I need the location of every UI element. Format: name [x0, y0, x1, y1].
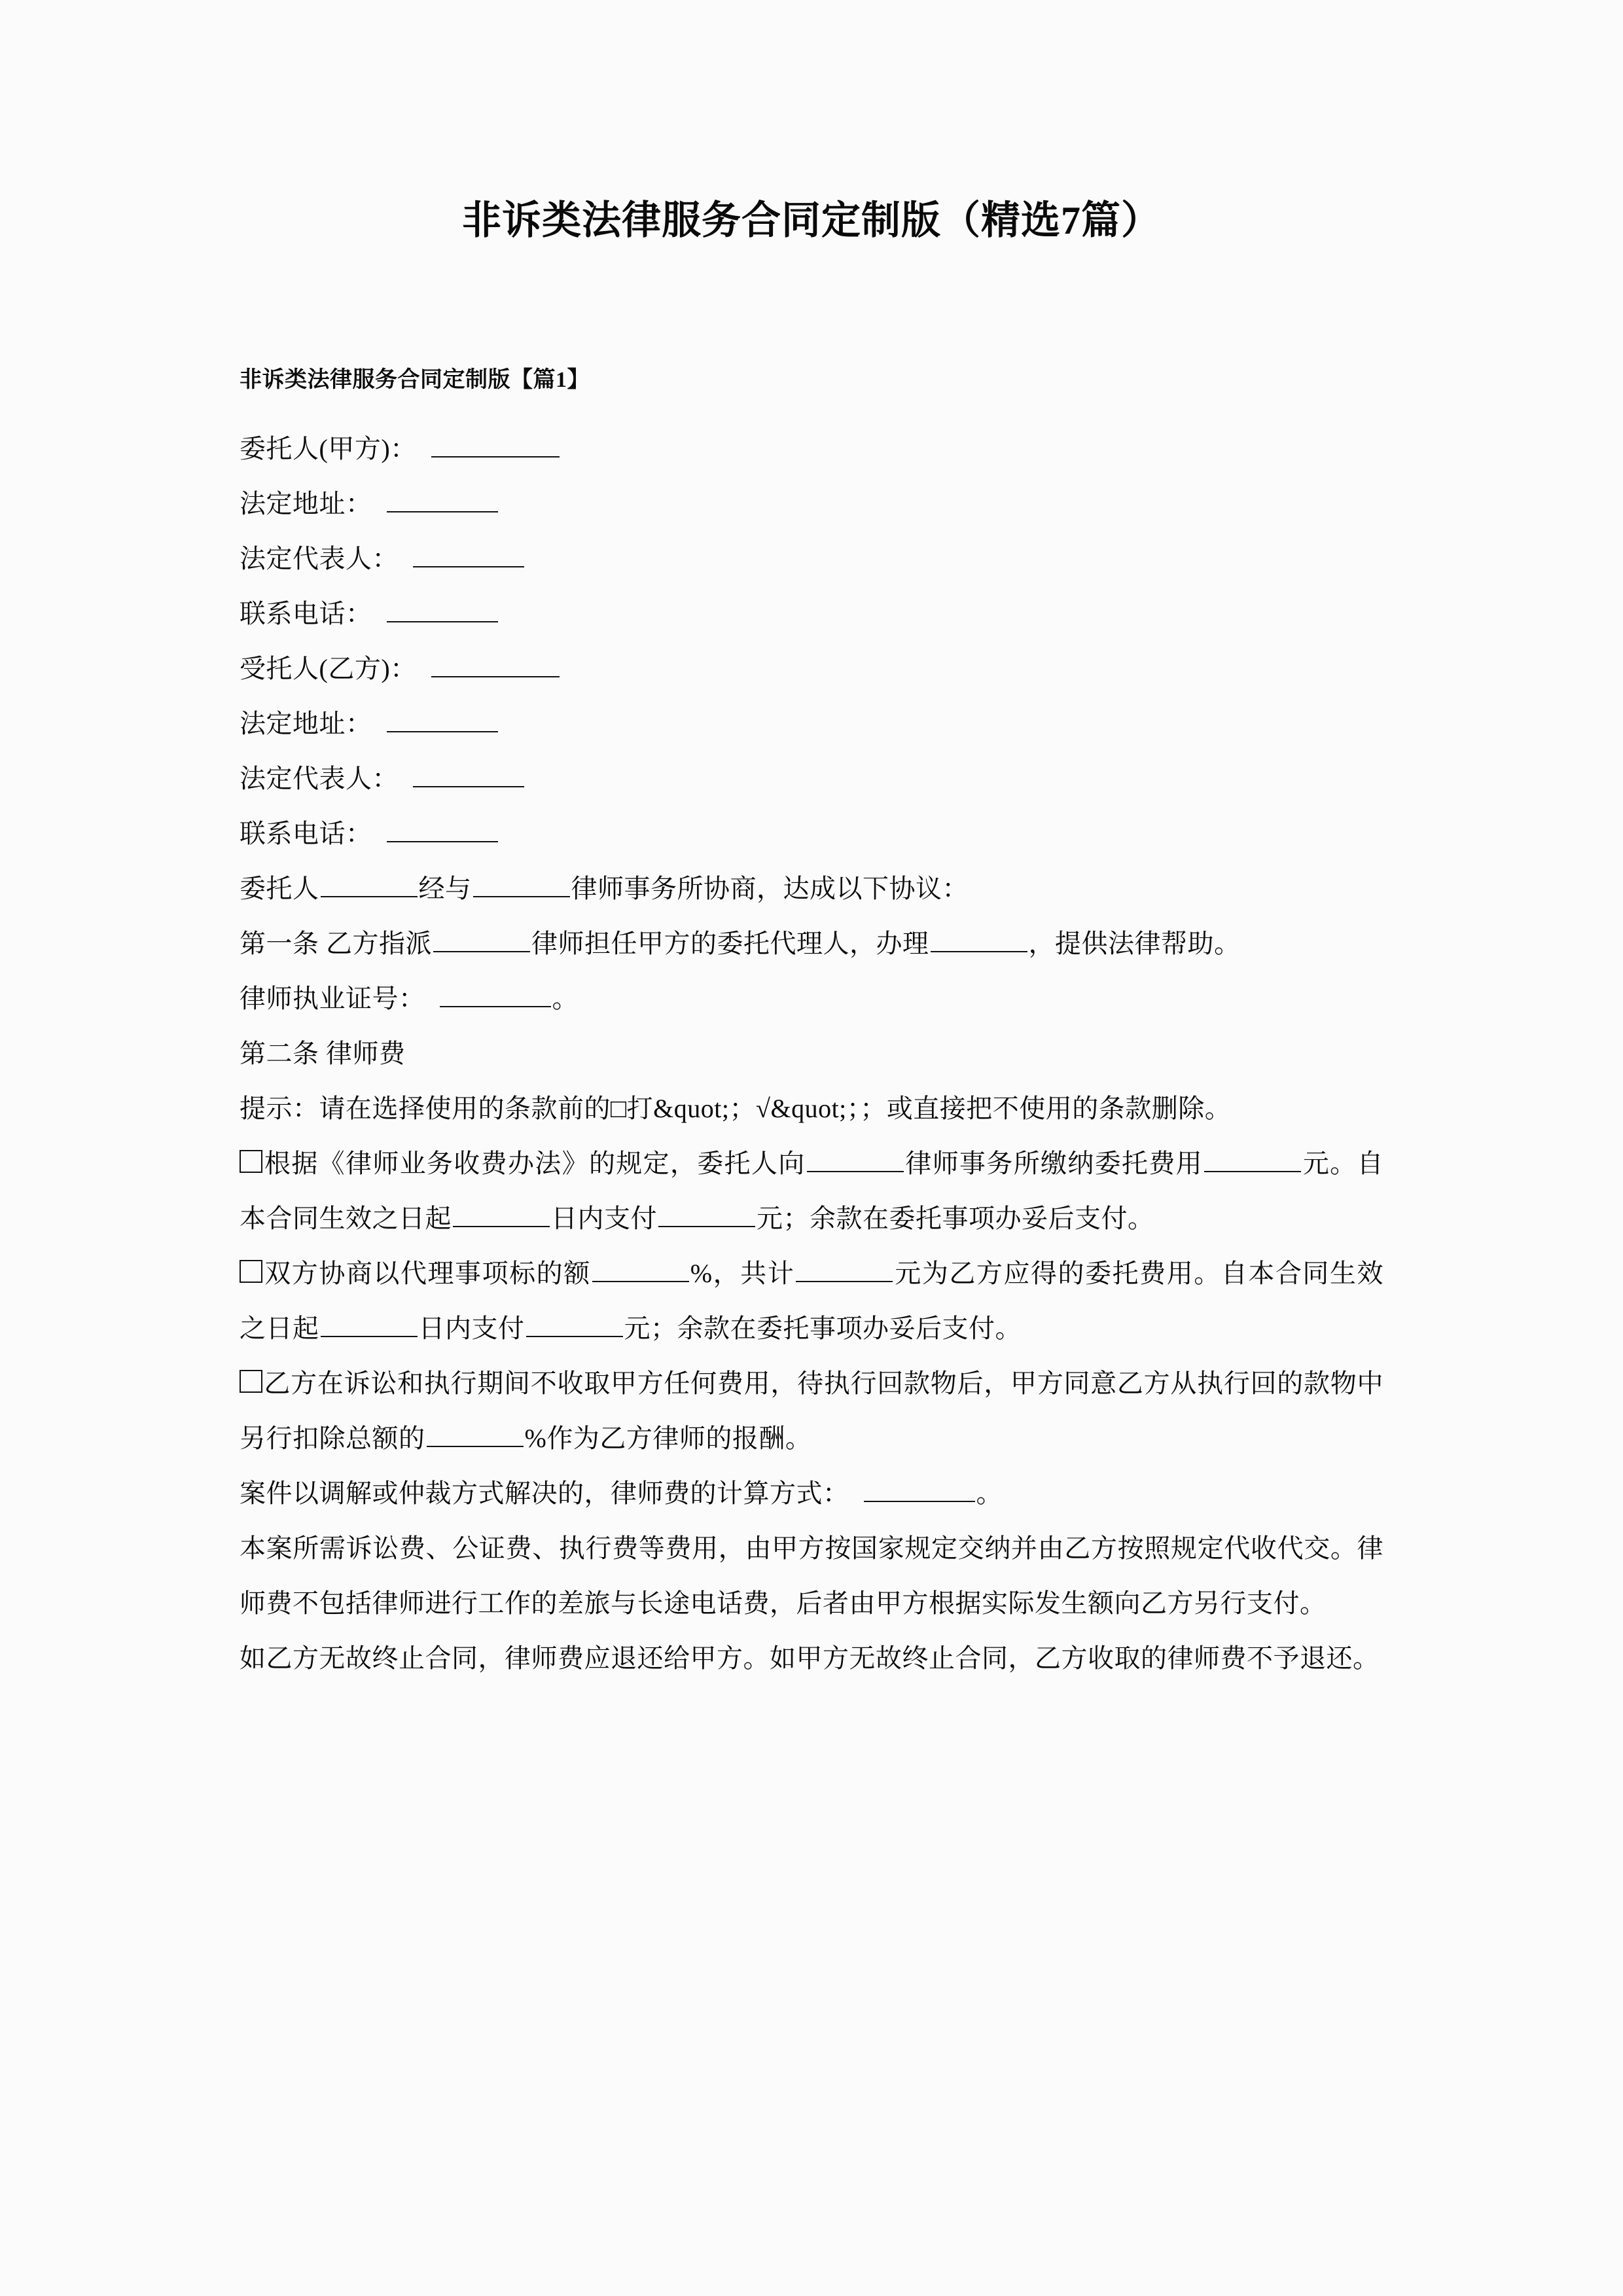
- fill-in-blank[interactable]: [321, 1311, 418, 1337]
- fill-in-blank[interactable]: [526, 1311, 623, 1337]
- checkbox-icon[interactable]: [240, 1260, 262, 1283]
- party-fields: [240, 422, 1383, 861]
- option-3-text-2: %作为乙方律师的报酬。: [524, 1423, 812, 1453]
- option-1-text-3: 元。自本合同生效之日起: [240, 1148, 1383, 1233]
- fill-in-blank[interactable]: [453, 1201, 550, 1227]
- paragraph-article-1: [240, 916, 1383, 971]
- paragraph-tip: 提示：请在选择使用的条款前的□打&quot;；√&quot;；；或直接把不使用的条款删除。: [240, 1093, 1232, 1123]
- preamble-text-2: 经与: [418, 873, 472, 903]
- fill-in-blank[interactable]: [413, 541, 524, 567]
- checkbox-icon[interactable]: [240, 1370, 262, 1393]
- paragraph-termination: 如乙方无故终止合同，律师费应退还给甲方。如甲方无故终止合同，乙方收取的律师费不予退还。: [240, 1643, 1380, 1673]
- fill-in-blank[interactable]: [431, 651, 560, 677]
- field-label: 受托人(乙方)：: [240, 653, 417, 683]
- preamble-text-3: 律师事务所协商，达成以下协议：: [571, 873, 969, 903]
- fill-in-blank[interactable]: [440, 981, 551, 1007]
- paragraph-fee-option-1: [240, 1136, 1383, 1246]
- mediation-period: 。: [976, 1478, 1003, 1508]
- document-content: [240, 0, 1383, 1686]
- fill-in-blank[interactable]: [1204, 1146, 1301, 1172]
- fill-in-blank[interactable]: [433, 926, 530, 952]
- field-label: 法定代表人：: [240, 543, 399, 573]
- field-row-contact-phone-b: [240, 806, 1383, 861]
- option-1-text-2: 律师事务所缴纳委托费用: [904, 1148, 1204, 1178]
- paragraph-fee-option-3: [240, 1356, 1383, 1466]
- field-row-entrustor-party-a: [240, 422, 1383, 476]
- mediation-text-1: 案件以调解或仲裁方式解决的，律师费的计算方式：: [240, 1478, 849, 1508]
- article-1-text-3: ，提供法律帮助。: [1028, 928, 1241, 958]
- option-1-text-4: 日内支付: [551, 1203, 657, 1233]
- field-row-legal-representative-a: [240, 531, 1383, 586]
- field-label: 法定代表人：: [240, 763, 399, 793]
- option-1-text-5: 元；余款在委托事项办妥后支付。: [757, 1203, 1154, 1233]
- article-1-text-2: 律师担任甲方的委托代理人，办理: [531, 928, 929, 958]
- fill-in-blank[interactable]: [387, 706, 498, 732]
- fill-in-blank[interactable]: [387, 486, 498, 512]
- field-label: 联系电话：: [240, 598, 372, 628]
- field-row-legal-address-a: [240, 476, 1383, 531]
- article-1-text-1: 第一条 乙方指派: [240, 928, 432, 958]
- field-label: 法定地址：: [240, 708, 372, 738]
- paragraph-fee-option-2: [240, 1246, 1383, 1356]
- fill-in-blank[interactable]: [658, 1201, 755, 1227]
- fill-in-blank[interactable]: [413, 761, 524, 787]
- paragraph-article-2-title: 第二条 律师费: [240, 1038, 406, 1068]
- option-2-text-4: 日内支付: [418, 1313, 525, 1343]
- section-sub-heading: 非诉类法律服务合同定制版【篇1】: [240, 368, 590, 392]
- license-label: 律师执业证号：: [240, 983, 425, 1013]
- option-1-text-1: 根据《律师业务收费办法》的规定，委托人向: [264, 1148, 806, 1178]
- option-3-text-1: 乙方在诉讼和执行期间不收取甲方任何费用，待执行回款物后，甲方同意乙方从执行回的款物中另行扣除总额的: [240, 1368, 1383, 1453]
- fill-in-blank[interactable]: [387, 816, 498, 842]
- field-row-legal-address-b: [240, 696, 1383, 751]
- field-label: 法定地址：: [240, 488, 372, 518]
- option-2-text-1: 双方协商以代理事项标的额: [264, 1258, 591, 1288]
- fill-in-blank[interactable]: [431, 431, 560, 457]
- fill-in-blank[interactable]: [473, 871, 570, 897]
- license-period: 。: [552, 983, 579, 1013]
- fill-in-blank[interactable]: [796, 1256, 893, 1282]
- field-row-contact-phone-a: [240, 586, 1383, 641]
- field-label: 委托人(甲方)：: [240, 433, 417, 463]
- option-2-text-5: 元；余款在委托事项办妥后支付。: [624, 1313, 1022, 1343]
- page-title: 非诉类法律服务合同定制版（精选7篇）: [462, 199, 1161, 242]
- fill-in-blank[interactable]: [321, 871, 418, 897]
- fill-in-blank[interactable]: [807, 1146, 904, 1172]
- fill-in-blank[interactable]: [592, 1256, 689, 1282]
- paragraph-lawyer-license: [240, 971, 1383, 1026]
- option-2-text-2: %，共计: [690, 1258, 795, 1288]
- field-label: 联系电话：: [240, 818, 372, 848]
- checkbox-icon[interactable]: [240, 1150, 262, 1173]
- paragraph-case-costs: 本案所需诉讼费、公证费、执行费等费用，由甲方按国家规定交纳并由乙方按照规定代收代交。律师费不包括律师进行工作的差旅与长途电话费，后者由甲方根据实际发生额向乙方另行支付。: [240, 1533, 1383, 1618]
- option-2-text-3: 元为乙方应得的委托费用。自本合同生效之日起: [240, 1258, 1384, 1343]
- fill-in-blank[interactable]: [864, 1476, 975, 1502]
- fill-in-blank[interactable]: [931, 926, 1027, 952]
- paragraph-mediation-fee: [240, 1466, 1383, 1521]
- preamble-text-1: 委托人: [240, 873, 319, 903]
- field-row-legal-representative-b: [240, 751, 1383, 806]
- field-row-trustee-party-b: [240, 641, 1383, 696]
- fill-in-blank[interactable]: [387, 596, 498, 622]
- paragraph-preamble: [240, 861, 1383, 916]
- fill-in-blank[interactable]: [427, 1421, 524, 1447]
